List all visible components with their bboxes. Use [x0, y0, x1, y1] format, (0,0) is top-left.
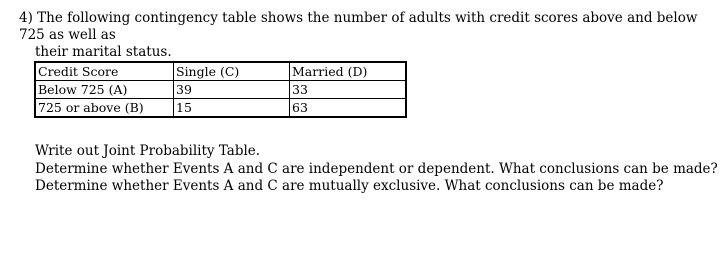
task-item-mutual-exclusive: Determine whether Events A and C are mutually exclusive. What conclusions can be made? [35, 178, 664, 194]
task-item-independence: Determine whether Events A and C are independent or dependent. What conclusions can be made? [35, 160, 718, 177]
problem-line-2: their marital status. [35, 44, 172, 60]
row-label-below-725: Below 725 (A) [35, 81, 174, 99]
cell-above-single: 15 [174, 99, 290, 118]
header-cell-credit-score: Credit Score [35, 62, 174, 81]
task-item-joint-table: Write out Joint Probability Table. [35, 143, 261, 159]
row-label-725-or-above: 725 or above (B) [35, 99, 174, 118]
contingency-table [34, 61, 407, 118]
header-cell-single: Single (C) [174, 62, 290, 81]
task-list [35, 143, 718, 196]
table-header-row [35, 62, 406, 81]
table-row [35, 99, 406, 118]
header-cell-married: Married (D) [290, 62, 407, 81]
cell-below-single: 39 [174, 81, 290, 99]
problem-statement [19, 10, 699, 61]
cell-below-married: 33 [290, 81, 407, 99]
problem-line-1: 4) The following contingency table shows the number of adults with credit scores above and below 725 as well as [19, 10, 698, 43]
table-row [35, 81, 406, 99]
cell-above-married: 63 [290, 99, 407, 118]
